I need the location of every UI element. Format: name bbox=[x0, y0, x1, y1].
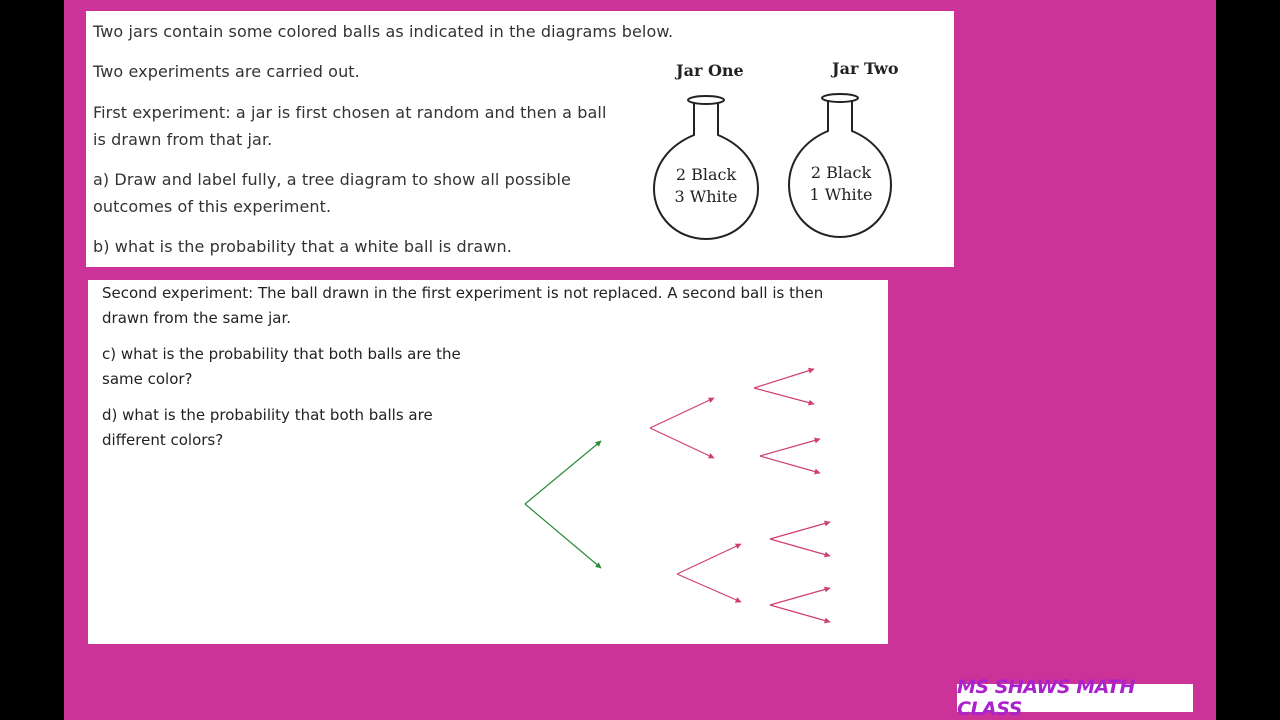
jars-diagram bbox=[86, 11, 954, 267]
jar-one-black-count: 2 Black bbox=[675, 165, 737, 184]
tree-second-level-branches bbox=[650, 398, 741, 602]
question-a-line-2: outcomes of this experiment. bbox=[93, 197, 332, 216]
slide bbox=[64, 0, 1216, 720]
question-panel-one bbox=[86, 11, 954, 267]
experiments-text: Two experiments are carried out. bbox=[93, 62, 360, 81]
tree-third-level-branches bbox=[754, 369, 830, 622]
intro-text: Two jars contain some colored balls as indicated in the diagrams below. bbox=[93, 22, 674, 41]
question-c-line-2: same color? bbox=[102, 370, 193, 388]
question-a-line-1: a) Draw and label fully, a tree diagram to show all possible bbox=[93, 170, 571, 189]
jar-one-white-count: 3 White bbox=[674, 187, 738, 206]
question-d-line-1: d) what is the probability that both balls are bbox=[102, 406, 433, 424]
second-experiment-line-2: drawn from the same jar. bbox=[102, 309, 292, 327]
second-experiment-line-1: Second experiment: The ball drawn in the first experiment is not replaced. A second ball is then bbox=[102, 284, 824, 302]
question-panel-two bbox=[88, 280, 888, 644]
channel-brand-badge: MS SHAWS MATH CLASS bbox=[957, 684, 1193, 712]
question-c-line-1: c) what is the probability that both balls are the bbox=[102, 345, 461, 363]
first-experiment-line-1: First experiment: a jar is first chosen at random and then a ball bbox=[93, 103, 607, 122]
question-b: b) what is the probability that a white ball is drawn. bbox=[93, 237, 512, 256]
question-d-line-2: different colors? bbox=[102, 431, 224, 449]
jar-two-title: Jar Two bbox=[832, 59, 899, 78]
tree-first-level-branches bbox=[525, 441, 601, 568]
tree-diagram bbox=[88, 280, 888, 644]
first-experiment-line-2: is drawn from that jar. bbox=[93, 130, 273, 149]
jar-two-black-count: 2 Black bbox=[810, 163, 872, 182]
jar-two-white-count: 1 White bbox=[809, 185, 873, 204]
jar-one-title: Jar One bbox=[676, 61, 744, 80]
